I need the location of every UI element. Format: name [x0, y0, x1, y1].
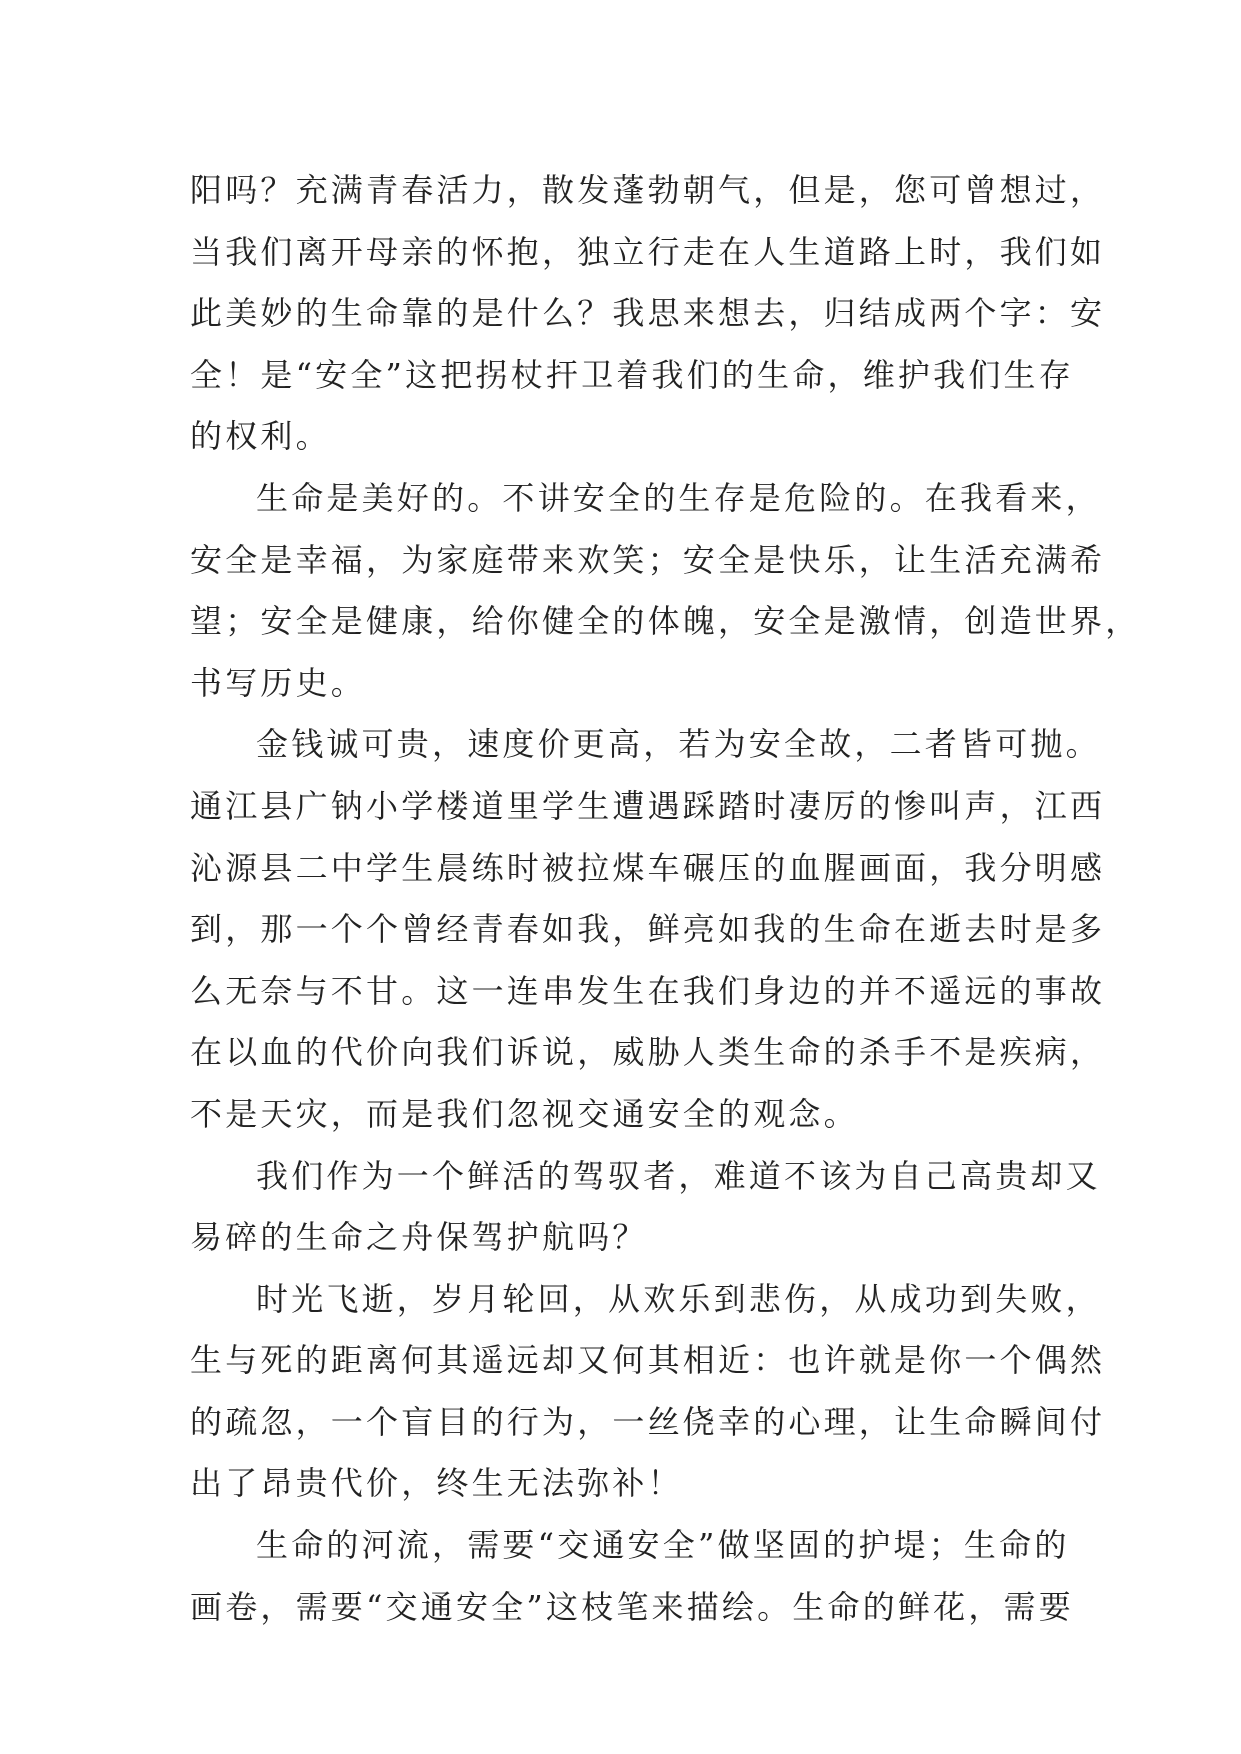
text-line: 画卷，需要“交通安全”这枝笔来描绘。生命的鲜花，需要 [190, 1587, 1074, 1626]
text-line: 安全是幸福，为家庭带来欢笑；安全是快乐，让生活充满希 [190, 540, 1106, 579]
text-line: 望；安全是健康，给你健全的体魄，安全是激情，创造世界， [190, 602, 1141, 641]
text-line: 阳吗？充满青春活力，散发蓬勃朝气，但是，您可曾想过， [190, 171, 1106, 209]
text-line: 书写历史。 [190, 663, 367, 702]
text-line: 此美妙的生命靠的是什么？我思来想去，归结成两个字：安 [190, 294, 1106, 333]
text-line: 当我们离开母亲的怀抱，独立行走在人生道路上时，我们如 [190, 232, 1106, 271]
text-line: 在以血的代价向我们诉说，威胁人类生命的杀手不是疾病， [190, 1033, 1106, 1072]
paragraph-start-line: 时光飞逝，岁月轮回，从欢乐到悲伤，从成功到失败， [256, 1279, 1101, 1318]
text-line: 的权利。 [190, 417, 331, 456]
paragraph-start-line: 金钱诚可贵，速度价更高，若为安全故，二者皆可抛。 [256, 725, 1101, 764]
text-line: 沁源县二中学生晨练时被拉煤车碾压的血腥画面，我分明感 [190, 848, 1106, 887]
text-line: 全！是“安全”这把拐杖扞卫着我们的生命，维护我们生存 [190, 355, 1074, 394]
text-line: 到，那一个个曾经青春如我，鲜亮如我的生命在逝去时是多 [190, 910, 1106, 949]
paragraph-start-line: 生命的河流，需要“交通安全”做坚固的护堤；生命的 [256, 1526, 1070, 1565]
text-line: 么无奈与不甘。这一连串发生在我们身边的并不遥远的事故 [190, 971, 1106, 1010]
text-line: 的疏忽，一个盲目的行为，一丝侥幸的心理，让生命瞬间付 [190, 1402, 1106, 1441]
paragraph-start-line: 我们作为一个鲜活的驾驭者，难道不该为自己高贵却又 [256, 1156, 1101, 1195]
text-line: 易碎的生命之舟保驾护航吗？ [190, 1218, 648, 1257]
body-text [190, 160, 1141, 1638]
paragraph-start-line: 生命是美好的。不讲安全的生存是危险的。在我看来， [256, 478, 1101, 517]
text-line: 通江县广钠小学楼道里学生遭遇踩踏时凄厉的惨叫声，江西 [190, 786, 1106, 825]
text-line: 生与死的距离何其遥远却又何其相近：也许就是你一个偶然 [190, 1341, 1106, 1380]
text-line: 出了昂贵代价，终生无法弥补！ [190, 1464, 683, 1503]
text-line: 不是天灾，而是我们忽视交通安全的观念。 [190, 1094, 859, 1133]
